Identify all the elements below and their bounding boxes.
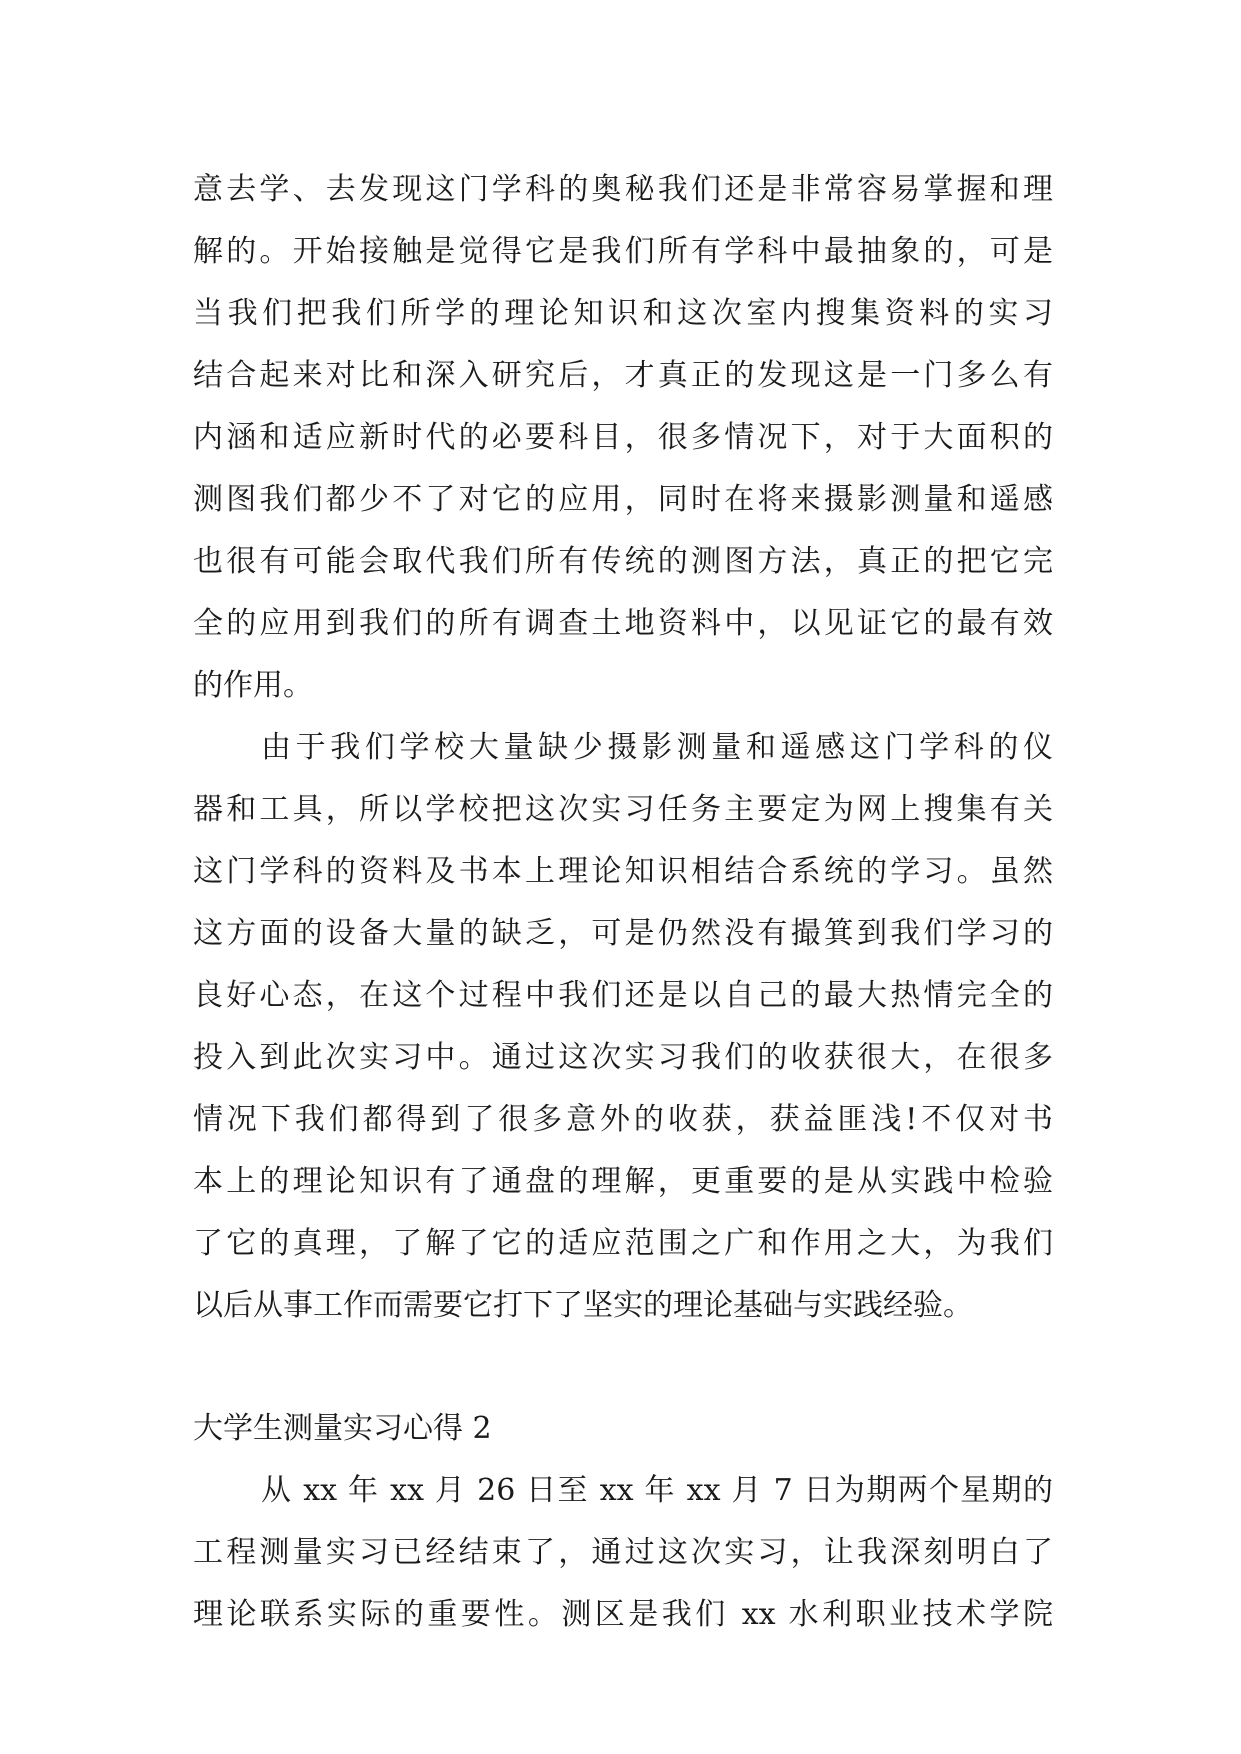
text-line: 这方面的设备大量的缺乏，可是仍然没有撮箕到我们学习的 xyxy=(193,916,1053,951)
paragraph-3 xyxy=(193,1460,1053,1646)
paragraph-2 xyxy=(193,717,1053,1337)
text-line: 工程测量实习已经结束了，通过这次实习，让我深刻明白了 xyxy=(193,1535,1053,1570)
text-line: 当我们把我们所学的理论知识和这次室内搜集资料的实习 xyxy=(193,296,1053,331)
text-line: 结合起来对比和深入研究后，才真正的发现这是一门多么有 xyxy=(193,358,1053,393)
section-spacer xyxy=(193,1337,1053,1398)
text-line: 的作用。 xyxy=(193,668,313,703)
section-title: 大学生测量实习心得 2 xyxy=(193,1411,492,1446)
text-line: 从 xx 年 xx 月 26 日至 xx 年 xx 月 7 日为期两个星期的 xyxy=(261,1473,1053,1508)
text-line: 本上的理论知识有了通盘的理解，更重要的是从实践中检验 xyxy=(193,1164,1053,1199)
text-line: 全的应用到我们的所有调查土地资料中，以见证它的最有效 xyxy=(193,606,1053,641)
text-line: 内涵和适应新时代的必要科目，很多情况下，对于大面积的 xyxy=(193,420,1053,455)
document-body xyxy=(193,159,1053,1646)
text-line: 也很有可能会取代我们所有传统的测图方法，真正的把它完 xyxy=(193,544,1053,579)
text-line: 由于我们学校大量缺少摄影测量和遥感这门学科的仪 xyxy=(261,730,1053,765)
text-line: 良好心态，在这个过程中我们还是以自己的最大热情完全的 xyxy=(193,978,1053,1013)
paragraph-1 xyxy=(193,159,1053,717)
text-line: 这门学科的资料及书本上理论知识相结合系统的学习。虽然 xyxy=(193,854,1053,889)
text-line: 测图我们都少不了对它的应用，同时在将来摄影测量和遥感 xyxy=(193,482,1053,517)
text-line: 器和工具，所以学校把这次实习任务主要定为网上搜集有关 xyxy=(193,792,1053,827)
text-line: 解的。开始接触是觉得它是我们所有学科中最抽象的，可是 xyxy=(193,234,1053,269)
text-line: 情况下我们都得到了很多意外的收获，获益匪浅!不仅对书 xyxy=(193,1102,1053,1137)
text-line: 理论联系实际的重要性。测区是我们 xx 水利职业技术学院 xyxy=(193,1597,1053,1632)
text-line: 以后从事工作而需要它打下了坚实的理论基础与实践经验。 xyxy=(193,1288,973,1323)
text-line: 了它的真理，了解了它的适应范围之广和作用之大，为我们 xyxy=(193,1226,1053,1261)
text-line: 投入到此次实习中。通过这次实习我们的收获很大，在很多 xyxy=(193,1040,1053,1075)
text-line: 意去学、去发现这门学科的奥秘我们还是非常容易掌握和理 xyxy=(193,172,1053,207)
